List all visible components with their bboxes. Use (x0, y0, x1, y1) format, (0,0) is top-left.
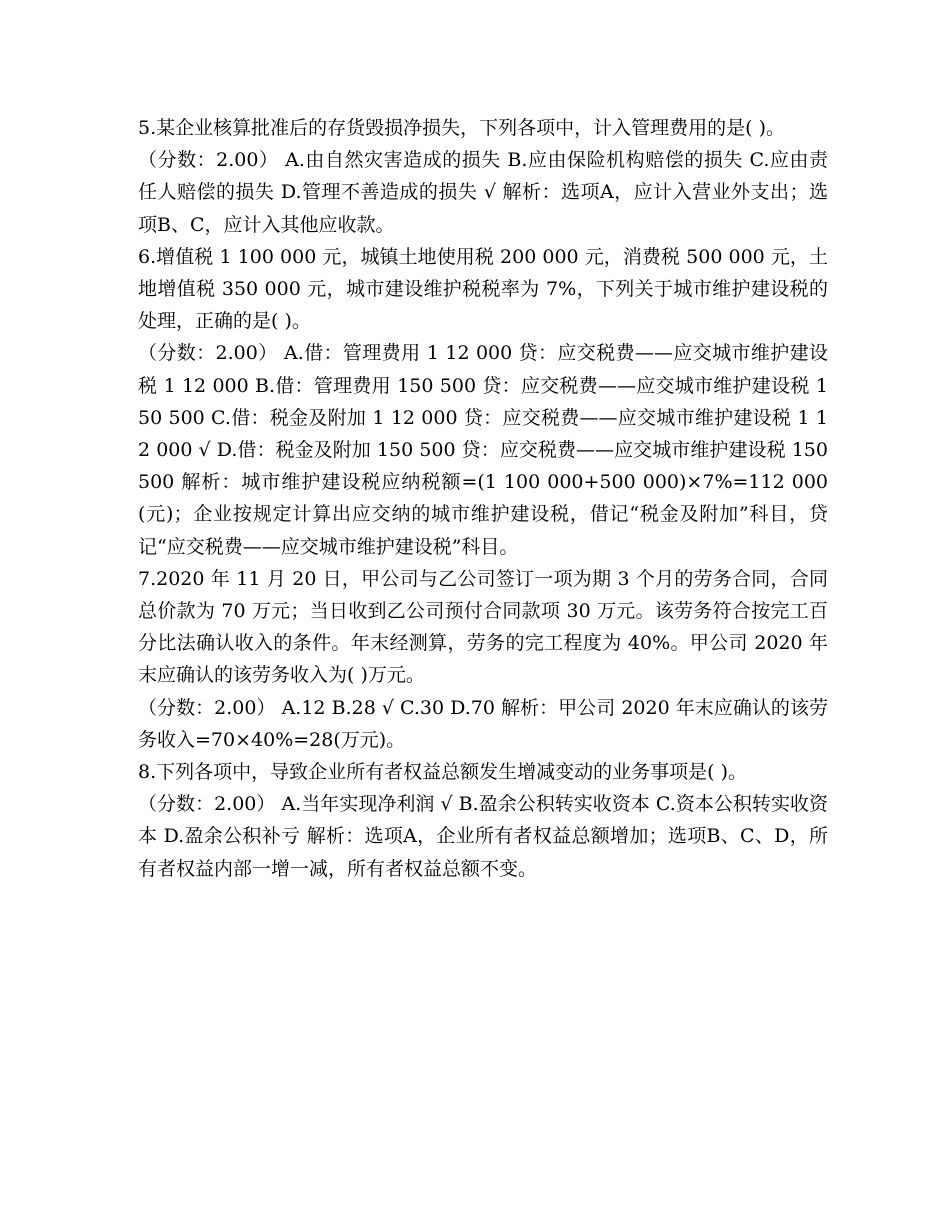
question-7-stem: 7.2020 年 11 月 20 日，甲公司与乙公司签订一项为期 3 个月的劳务合同，合同总价款为 70 万元；当日收到乙公司预付合同款项 30 万元。该劳务符合按完工百分比法确认收入的条件。年末经测算，劳务的完工程度为 40%。甲公司 2020 年末应确认的该劳务收入为( )万元。 (138, 567, 828, 687)
question-8-detail: （分数：2.00） A.当年实现净利润 √ B.盈余公积转实收资本 C.资本公积转实收资本 D.盈余公积补亏 解析：选项A，企业所有者权益总额增加；选项B、C、D，所有者权益内部一增一减，所有者权益总额不变。 (138, 793, 828, 880)
question-6-detail: （分数：2.00） A.借：管理费用 1 12 000 贷：应交税费——应交城市维护建设税 1 12 000 B.借：管理费用 150 500 贷：应交税费——应交城市维护建设税 150 500 C.借：税金及附加 1 12 000 贷：应交税费——应交城市维护建设税 1 12 000 √ D.借：税金及附加 150 500 贷：应交税费——应交城市维护建设税 150 500 解析：城市维护建设税应纳税额=(1 100 000+500 000)×7%=112 000(元)；企业按规定计算出应交纳的城市维护建设税，借记“税金及附加”科目，贷记“应交税费——应交城市维护建设税”科目。 (138, 342, 828, 558)
question-7-detail: （分数：2.00） A.12 B.28 √ C.30 D.70 解析：甲公司 2020 年末应确认的该劳务收入=70×40%=28(万元)。 (138, 696, 828, 751)
question-6-stem: 6.增值税 1 100 000 元，城镇土地使用税 200 000 元，消费税 500 000 元，土地增值税 350 000 元，城市建设维护税税率为 7%，下列关于城市维护建设税的处理，正确的是( )。 (138, 245, 828, 333)
question-8-stem: 8.下列各项中，导致企业所有者权益总额发生增减变动的业务事项是( )。 (138, 761, 747, 784)
question-5-detail: （分数：2.00） A.由自然灾害造成的损失 B.应由保险机构赔偿的损失 C.应由责任人赔偿的损失 D.管理不善造成的损失 √ 解析：选项A，应计入营业外支出；选项B、C，应计入其他应收款。 (138, 149, 828, 236)
document-page (138, 112, 828, 885)
question-5-stem: 5.某企业核算批准后的存货毁损净损失，下列各项中，计入管理费用的是( )。 (138, 117, 785, 139)
